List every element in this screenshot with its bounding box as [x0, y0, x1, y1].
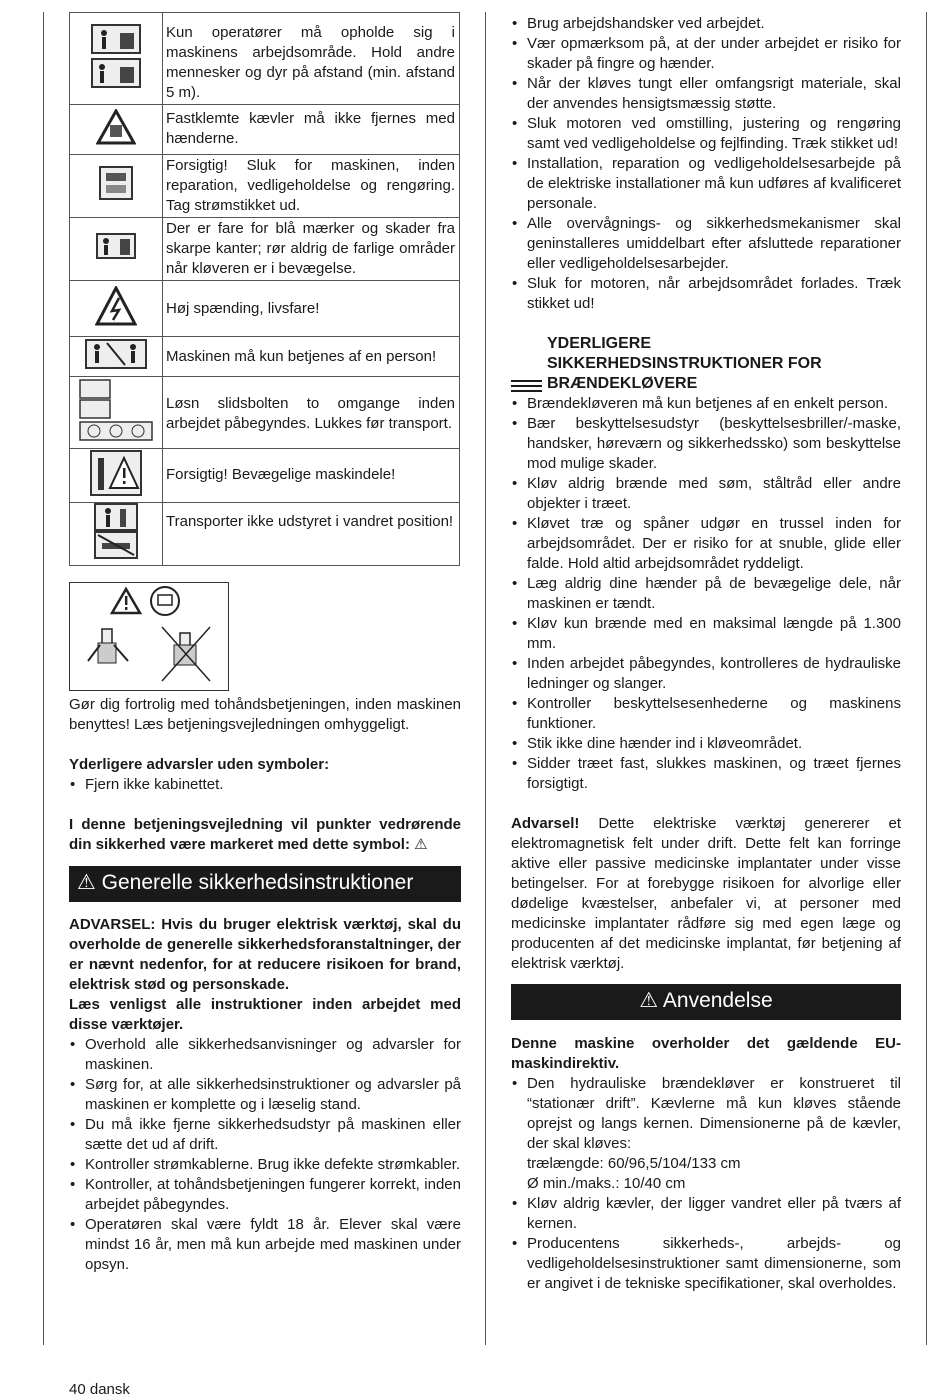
log-splitter-safety-heading-text: YDERLIGERE SIKKERHEDSINSTRUKTIONER FOR BRÆNDEKLØVERE	[547, 335, 822, 392]
list-item	[511, 1074, 901, 1194]
list-item: • Du må ikke fjerne sikkerhedsudstyr på maskinen eller sætte det ud af drift.	[69, 1115, 461, 1155]
splitting-area-hazard-icon	[70, 218, 163, 281]
high-voltage-icon	[70, 281, 163, 337]
page-footer: 40 dansk	[69, 1381, 130, 1398]
list-item: • Producentens sikkerheds-, arbejds- og vedligeholdelsesinstruktioner samt dimensionerne, som er angivet i de tekniske specifikationer, skal overholdes.	[511, 1234, 901, 1294]
intro-text: Gør dig fortrolig med tohåndsbetjeningen, inden maskinen benyttes! Læs betjeningsvejledningen omhyggeligt.	[69, 696, 461, 733]
symbol-row	[70, 503, 460, 566]
log-length-spec: trælængde: 60/96,5/104/133 cm	[527, 1155, 741, 1172]
list-item: • Sluk for motoren, når arbejdsområdet forlades. Træk stikket ud!	[511, 274, 901, 314]
symbol-text: Kun operatører må opholde sig i maskinens arbejdsområde. Hold andre mennesker og dyr på afstand (min. afstand 5 m).	[166, 24, 455, 101]
extra-warnings-list	[69, 775, 461, 795]
list-item: • Kontroller strømkablerne. Brug ikke defekte strømkabler.	[69, 1155, 461, 1175]
emf-warning	[511, 814, 901, 974]
list-item: • Inden arbejdet påbegyndes, kontrolleres de hydrauliske ledninger og slanger.	[511, 654, 901, 694]
left-margin-rule	[43, 12, 44, 1345]
list-item: • Sidder træet fast, slukkes maskinen, og træet fjernes forsigtigt.	[511, 754, 901, 794]
general-safety-heading: ⚠ Generelle sikkerhedsinstruktioner	[69, 866, 461, 902]
symbol-text: Fastklemte kævler må ikke fjernes med hænderne.	[166, 110, 455, 147]
usage-bullet-text: Den hydrauliske brændekløver er konstrueret til “stationær drift”. Kævlerne må kun kløves stående oprejst og langs kernen. Dimensionerne på de kævler, der skal kløves:	[527, 1075, 901, 1152]
bleed-screw-icon	[70, 377, 163, 449]
list-item: • Kontroller beskyttelsesenhederne og maskinens funktioner.	[511, 694, 901, 734]
symbol-text: Forsigtig! Bevægelige maskindele!	[166, 466, 396, 483]
right-margin-rule	[926, 12, 927, 1345]
symbol-text: Høj spænding, livsfare!	[166, 300, 320, 317]
symbol-row	[70, 155, 460, 218]
log-splitter-safety-list	[511, 394, 901, 794]
list-item: • Installation, reparation og vedligeholdelsesarbejde på de elektriske installationer må kun udføres af kvalificeret personale.	[511, 154, 901, 214]
list-item: • Kløv aldrig kævler, der ligger vandret eller på tværs af kernen.	[511, 1194, 901, 1234]
heading-bars-icon	[511, 377, 542, 392]
emf-warning-text: Dette elektriske værktøj genererer et elektromagnetisk felt under drift. Dette felt kan forringe aktive eller passive medicinske implantater under visse betingelser. For at forebygge risikoen for alvorlige eller dødelige kvæstelser, anbefaler vi, at personer med medicinske implantater rådføre sig med egen læge og producenten af det medicinske implantat, før betjening af elektrisk værktøj.	[511, 815, 901, 972]
unplug-maintenance-icon	[70, 155, 163, 218]
log-diameter-spec: Ø min./maks.: 10/40 cm	[527, 1175, 686, 1192]
symbol-text: Maskinen må kun betjenes af en person!	[166, 348, 437, 365]
usage-list	[511, 1074, 901, 1294]
right-column	[511, 14, 901, 1294]
symbol-row	[70, 13, 460, 105]
list-item: • Kløvet træ og spåner udgør en trussel inden for arbejdsområdet. Der er risiko for at snuble, glide eller falde. Hold altid arbejdsområdet ryddeligt.	[511, 514, 901, 574]
list-item: • Sørg for, at alle sikkerhedsinstruktioner og advarsler på maskinen er komplette og i læselig stand.	[69, 1075, 461, 1115]
symbol-row	[70, 218, 460, 281]
list-item: • Alle overvågnings- og sikkerhedsmekanismer skal geninstalleres umiddelbart efter afsluttede reparationer eller vedligeholdelsesarbejder.	[511, 214, 901, 274]
column-divider	[485, 12, 486, 1345]
usage-heading: ⚠ Anvendelse	[511, 984, 901, 1020]
operator-zone-icon	[70, 13, 163, 105]
left-column	[69, 12, 461, 1275]
two-hand-operation-figure	[69, 582, 229, 691]
list-item: • Vær opmærksom på, at der under arbejdet er risiko for skader på fingre og hænder.	[511, 34, 901, 74]
read-manual-icon	[151, 587, 179, 615]
list-item: • Læg aldrig dine hænder på de bevægelige dele, når maskinen er tændt.	[511, 574, 901, 614]
list-item: • Brændekløveren må kun betjenes af en enkelt person.	[511, 394, 901, 414]
list-item: • Sluk motoren ved omstilling, justering og rengøring samt ved vedligeholdelse og fejlfinding. Træk stikket ud!	[511, 114, 901, 154]
jammed-log-warning-icon	[70, 105, 163, 155]
symbol-row	[70, 105, 460, 155]
list-item: • Bær beskyttelsesudstyr (beskyttelsesbriller/-maske, handsker, høreværn og sikkerhedssko) som beskyttelse mod mulige skader.	[511, 414, 901, 474]
symbol-row	[70, 449, 460, 503]
emf-warning-label: Advarsel!	[511, 815, 580, 832]
safety-symbol-note: I denne betjeningsvejledning vil punkter vedrørende din sikkerhed være markeret med dette symbol: ⚠	[69, 816, 461, 853]
usage-intro: Denne maskine overholder det gældende EU-maskindirektiv.	[511, 1035, 901, 1072]
symbol-text: Transporter ikke udstyret i vandret position!	[166, 513, 454, 530]
list-item: • Når der kløves tungt eller omfangsrigt materiale, skal der anvendes hensigtsmæssig støtte.	[511, 74, 901, 114]
one-person-operation-icon	[70, 337, 163, 377]
list-item: • Brug arbejdshandsker ved arbejdet.	[511, 14, 901, 34]
extra-warnings-title: Yderligere advarsler uden symboler:	[69, 756, 330, 773]
symbol-row	[70, 377, 460, 449]
symbol-text: Løsn slidsbolten to omgange inden arbejdet påbegyndes. Lukkes før transport.	[166, 395, 455, 432]
list-item: • Stik ikke dine hænder ind i kløveområdet.	[511, 734, 901, 754]
list-item: • Fjern ikke kabinettet.	[69, 775, 461, 795]
list-item: • Kontroller, at tohåndsbetjeningen fungerer korrekt, inden arbejdet påbegyndes.	[69, 1175, 461, 1215]
general-safety-list-continued	[511, 14, 901, 314]
symbol-row	[70, 281, 460, 337]
symbol-text: Der er fare for blå mærker og skader fra skarpe kanter; rør aldrig de farlige områder når kløveren er i bevægelse.	[166, 220, 455, 277]
list-item: • Kløv kun brænde med en maksimal længde på 1.300 mm.	[511, 614, 901, 654]
general-safety-list	[69, 1035, 461, 1275]
symbol-table	[69, 12, 460, 566]
list-item: • Operatøren skal være fyldt 18 år. Elever skal være mindst 16 år, men må kun arbejde med maskinen under opsyn.	[69, 1215, 461, 1275]
read-all-text: Læs venligst alle instruktioner inden arbejdet med disse værktøjer.	[69, 996, 461, 1033]
moving-parts-icon	[70, 449, 163, 503]
list-item: • Kløv aldrig brænde med søm, ståltråd eller andre objekter i træet.	[511, 474, 901, 514]
log-splitter-safety-heading	[511, 334, 901, 394]
symbol-row	[70, 337, 460, 377]
symbol-text: Forsigtig! Sluk for maskinen, inden reparation, vedligeholdelse og rengøring. Tag strømstikket ud.	[166, 157, 455, 214]
advarsel-text: ADVARSEL: Hvis du bruger elektrisk værktøj, skal du overholde de generelle sikkerhedsforanstaltninger, der er nævnt nedenfor, for at reducere risikoen for brand, elektrisk stød og personskade.	[69, 916, 461, 993]
transport-upright-icon	[70, 503, 163, 566]
list-item: • Overhold alle sikkerhedsanvisninger og advarsler for maskinen.	[69, 1035, 461, 1075]
